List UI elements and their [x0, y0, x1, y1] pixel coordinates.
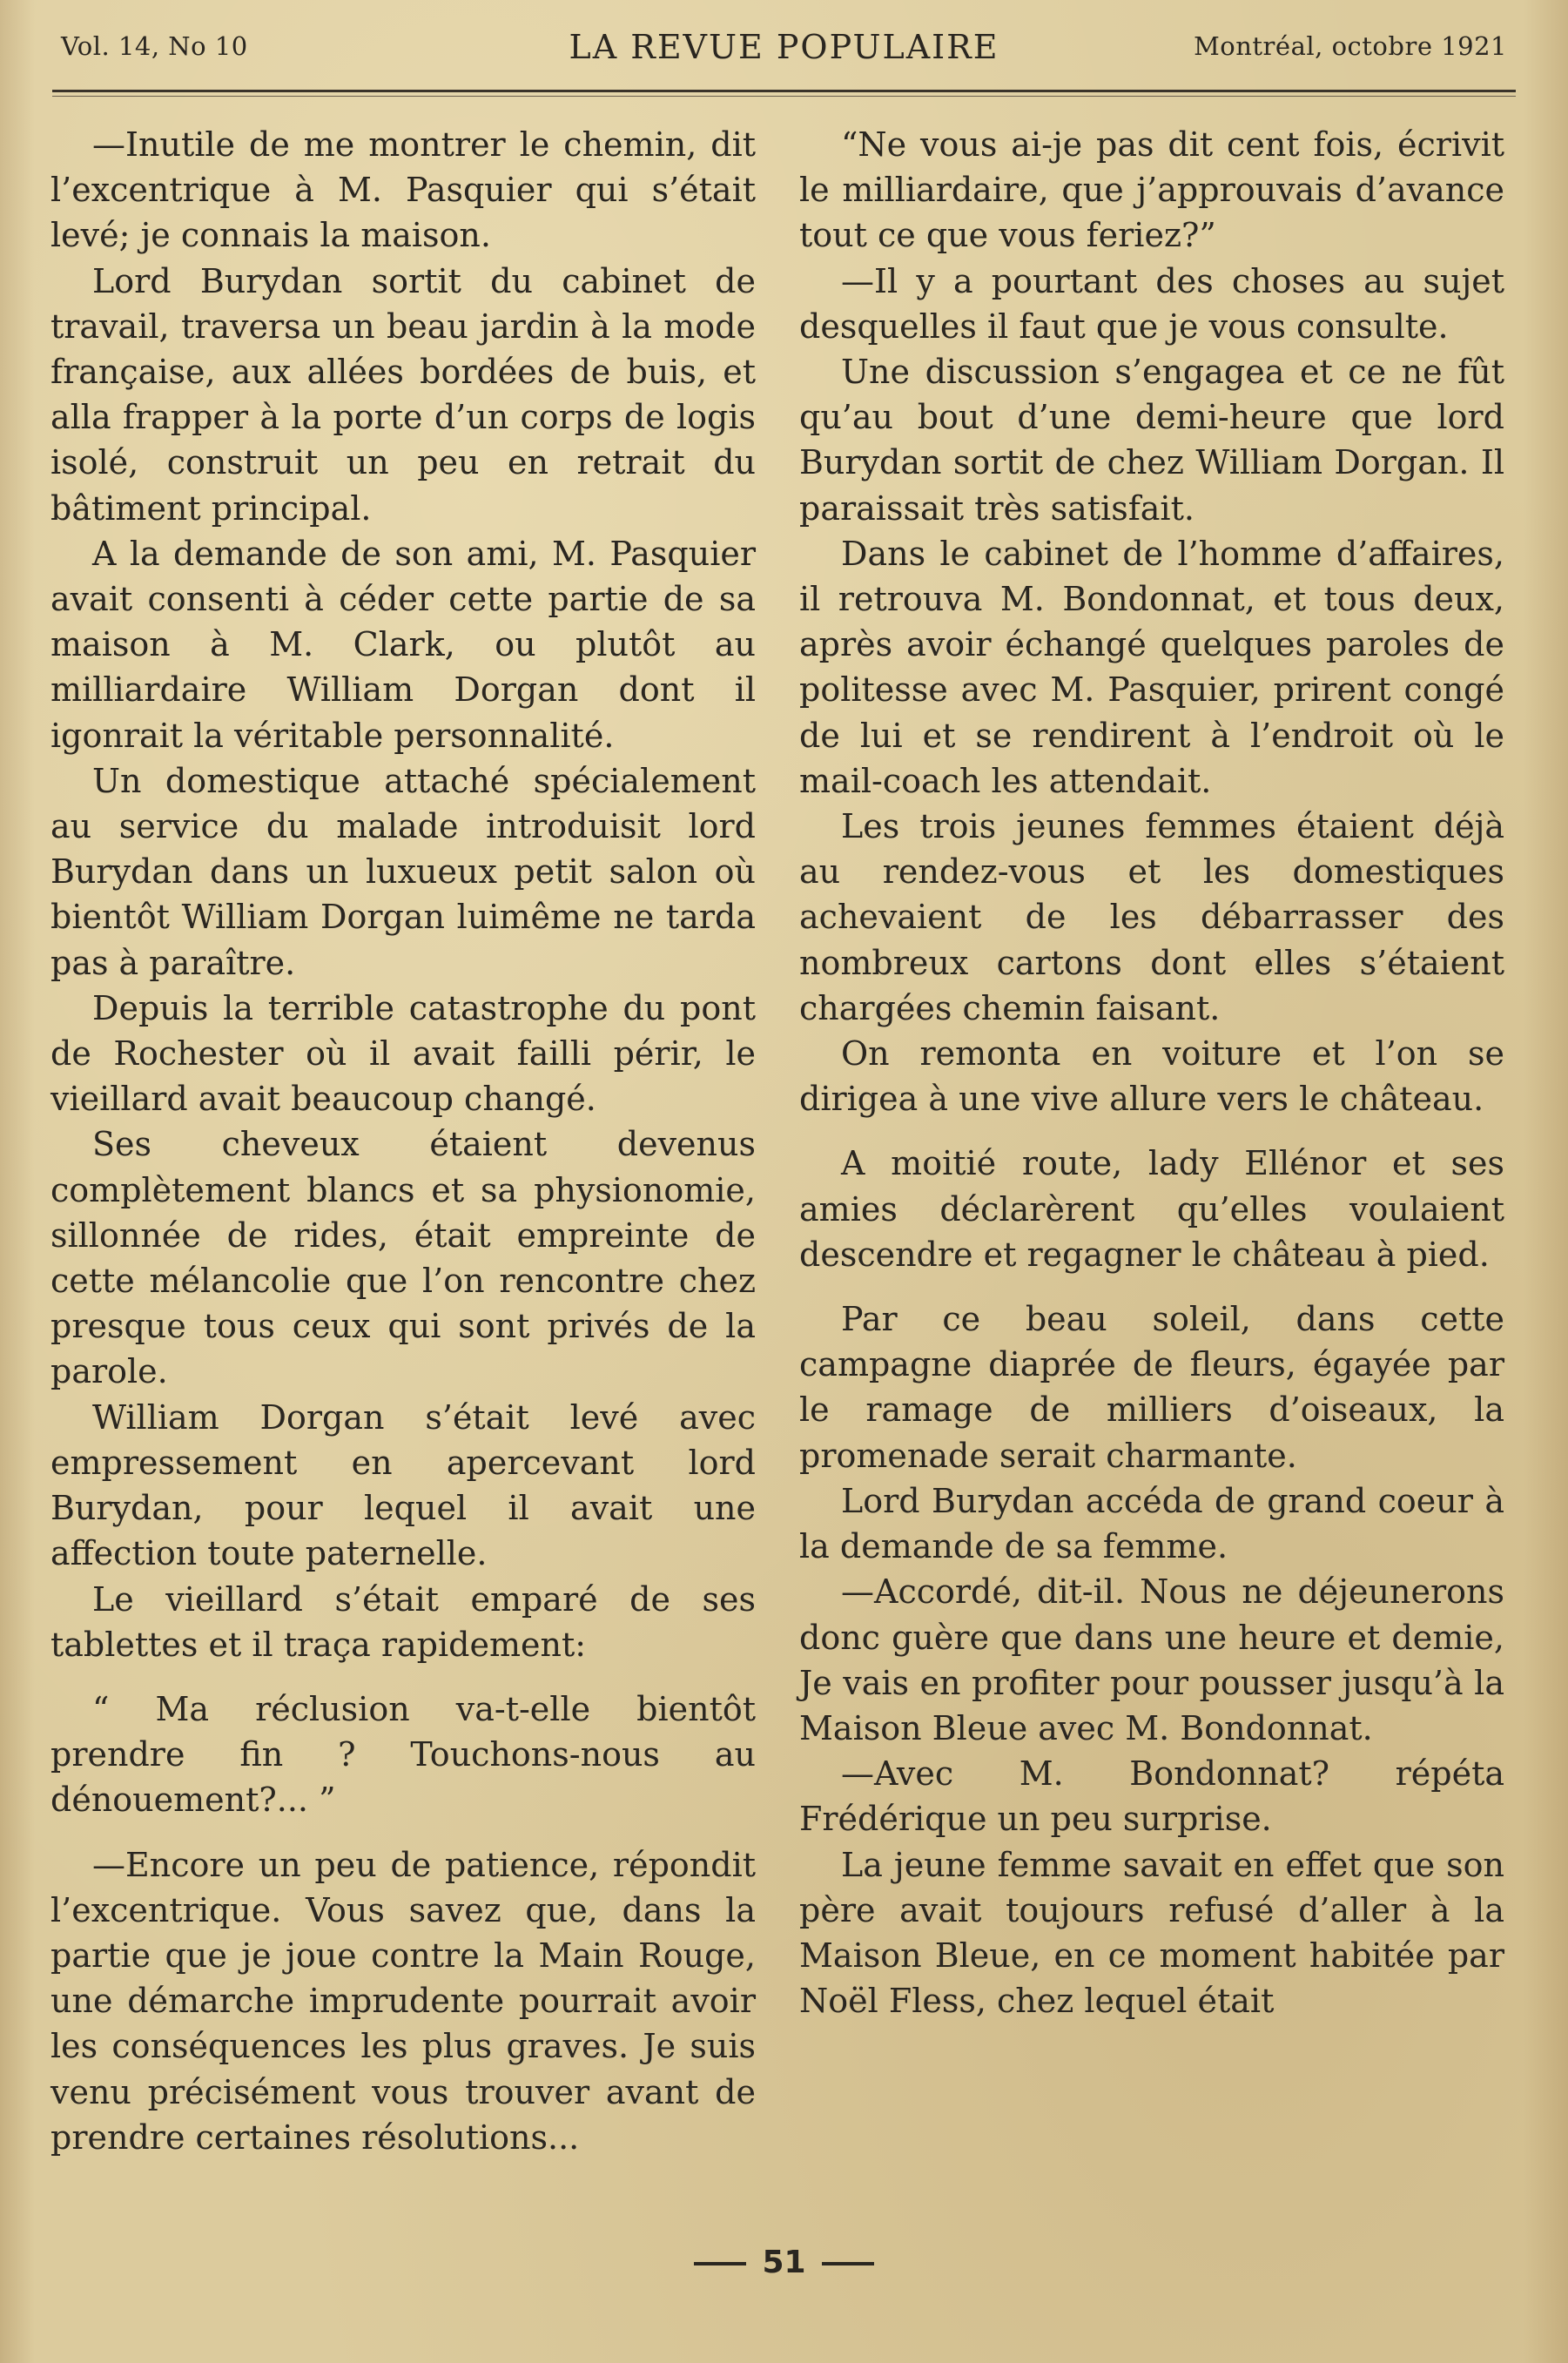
journal-title: LA REVUE POPULAIRE — [569, 28, 999, 66]
paragraph: —Il y a pourtant des choses au sujet desquelles il faut que je vous consulte. — [799, 261, 1504, 346]
paragraph: —Inutile de me montrer le chemin, dit l’excentrique à M. Pasquier qui s’était levé; je connais la maison. — [50, 125, 756, 255]
paragraph: Le vieillard s’était emparé de ses tablettes et il traça rapidement: — [50, 1579, 756, 1664]
issue-date: Montréal, octobre 1921 — [1194, 31, 1507, 61]
paragraph: “Ne vous ai-je pas dit cent fois, écrivit le milliardaire, que j’approuvais d’avance tout ce que vous feriez?” — [799, 125, 1504, 255]
paragraph: Lord Burydan accéda de grand coeur à la demande de sa femme. — [799, 1481, 1504, 1566]
right-column — [799, 122, 1504, 2023]
paragraph: Une discussion s’engagea et ce ne fût qu’au bout d’une demi-heure que lord Burydan sortit de chez William Dorgan. Il paraissait très satisfait. — [799, 353, 1504, 528]
paragraph: William Dorgan s’était levé avec empressement en apercevant lord Burydan, pour lequel il avait une affection toute paternelle. — [50, 1397, 756, 1573]
footer-dash-right — [822, 2262, 874, 2265]
page-number: 51 — [762, 2245, 806, 2280]
volume-info: Vol. 14, No 10 — [61, 31, 248, 61]
paragraph: —Encore un peu de patience, répondit l’excentrique. Vous savez que, dans la partie que je joue contre la Main Rouge, une démarche imprudente pourrait avoir les conséquences les plus graves. Je suis venu précisément vous trouver avant de prendre certaines résolutions... — [50, 1845, 756, 2157]
paragraph: A la demande de son ami, M. Pasquier avait consenti à céder cette partie de sa maison à M. Clark, ou plutôt au milliardaire William Dorgan dont il igonrait la véritable personnalité. — [50, 534, 756, 755]
paragraph: Ses cheveux étaient devenus complètement blancs et sa physionomie, sillonnée de rides, était empreinte de cette mélancolie que l’on rencontre chez presque tous ceux qui sont privés de la parole. — [50, 1125, 756, 1391]
paragraph: A moitié route, lady Ellénor et ses amies déclarèrent qu’elles voulaient descendre et regagner le château à pied. — [799, 1144, 1504, 1274]
footer-dash-left — [694, 2262, 746, 2265]
header-rule-thin — [52, 96, 1516, 97]
paragraph: Depuis la terrible catastrophe du pont de Rochester où il avait failli périr, le vieillard avait beaucoup changé. — [50, 988, 756, 1119]
page-footer — [0, 2245, 1568, 2280]
paragraph: Dans le cabinet de l’homme d’affaires, il retrouva M. Bondonnat, et tous deux, après avoir échangé quelques paroles de politesse avec M. Pasquier, prirent congé de lui et se rendirent à l’endroit où le mail-coach les attendait. — [799, 534, 1504, 800]
paragraph: Un domestique attaché spécialement au service du malade introduisit lord Burydan dans un luxueux petit salon où bientôt William Dorgan luimême ne tarda pas à paraître. — [50, 761, 756, 982]
page-header — [61, 26, 1507, 78]
quoted-note: “ Ma réclusion va-t-elle bientôt prendre fin ? Touchons-nous au dénouement?... ” — [50, 1689, 756, 1820]
paragraph: La jeune femme savait en effet que son père avait toujours refusé d’aller à la Maison Bleue, en ce moment habitée par Noël Fless, chez lequel était — [799, 1845, 1504, 2021]
paragraph: Les trois jeunes femmes étaient déjà au rendez-vous et les domestiques achevaient de les débarrasser des nombreux cartons dont elles s’étaient chargées chemin faisant. — [799, 807, 1504, 1027]
paragraph: —Avec M. Bondonnat? répéta Frédérique un peu surprise. — [799, 1754, 1504, 1839]
paragraph: On remonta en voiture et l’on se dirigea à une vive allure vers le château. — [799, 1034, 1504, 1119]
header-rule — [52, 90, 1516, 92]
left-column — [50, 122, 756, 2160]
paragraph: —Accordé, dit-il. Nous ne déjeunerons donc guère que dans une heure et demie, Je vais en profiter pour pousser jusqu’à la Maison Bleue avec M. Bondonnat. — [799, 1572, 1504, 1747]
paragraph: Lord Burydan sortit du cabinet de travail, traversa un beau jardin à la mode française, aux allées bordées de buis, et alla frapper à la porte d’un corps de logis isolé, construit un peu en retrait du bâtiment principal. — [50, 261, 756, 528]
paragraph: Par ce beau soleil, dans cette campagne diaprée de fleurs, égayée par le ramage de milliers d’oiseaux, la promenade serait charmante. — [799, 1300, 1504, 1475]
